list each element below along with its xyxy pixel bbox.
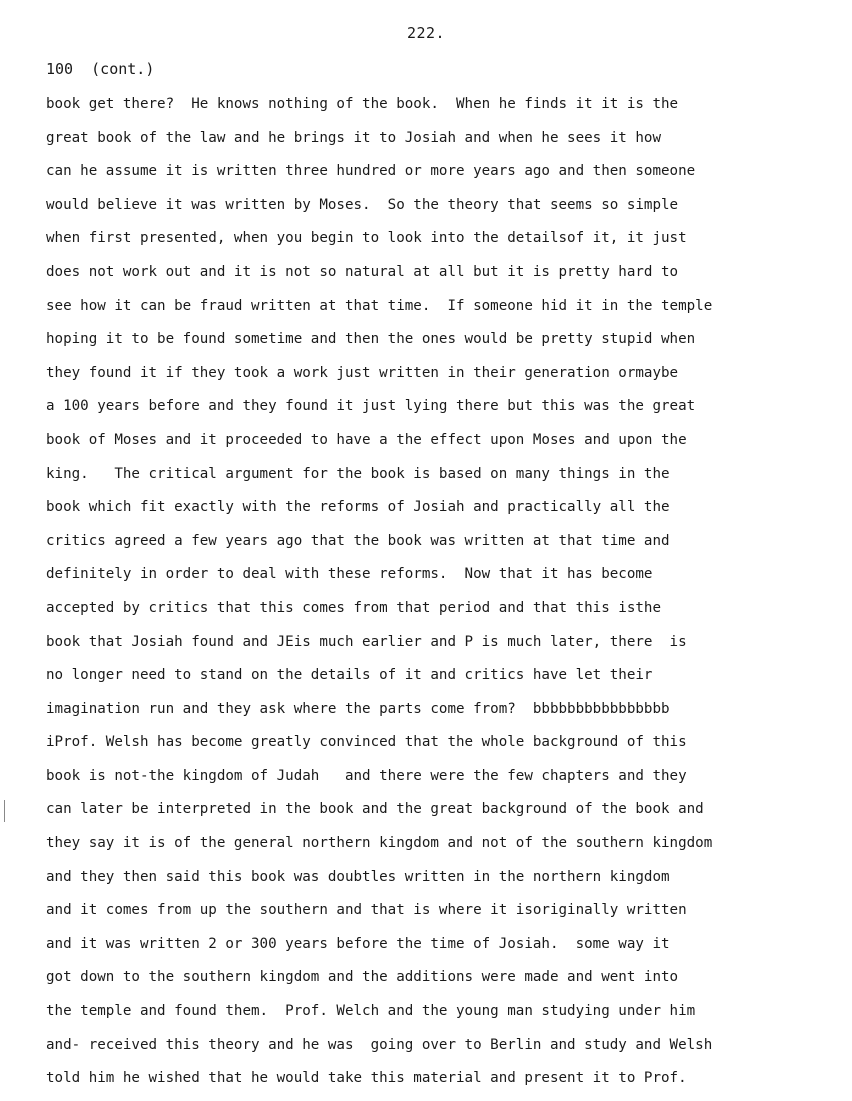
text-line-23: they say it is of the general northern kingdom and not of the southern kingdom (46, 835, 713, 852)
text-line-10: a 100 years before and they found it just lying there but this was the great (46, 398, 696, 415)
text-line-3: can he assume it is written three hundred or more years ago and then someone (46, 163, 696, 180)
text-line-6: does not work out and it is not so natural at all but it is pretty hard to (46, 263, 679, 280)
text-line-21: book is not-the kingdom of Judah and there were the few chapters and they (46, 767, 687, 784)
text-line-17: book that Josiah found and JEis much earlier and P is much later, there is (46, 633, 687, 650)
text-line-16: accepted by critics that this comes from that period and that this isthe (46, 599, 661, 616)
body-text (46, 88, 846, 1096)
text-line-2: great book of the law and he brings it to Josiah and when he sees it how (46, 129, 661, 146)
text-line-24: and they then said this book was doubtles written in the northern kingdom (46, 868, 670, 885)
text-line-1: book get there? He knows nothing of the book. When he finds it it is the (46, 96, 679, 112)
text-line-22: can later be interpreted in the book and the great background of the book and (46, 801, 704, 818)
text-line-5: when first presented, when you begin to look into the detailsof it, it just (46, 230, 687, 247)
text-line-13: book which fit exactly with the reforms of Josiah and practically all the (46, 499, 670, 516)
text-line-30: told him he wished that he would take this material and present it to Prof. (46, 1070, 687, 1087)
section-label: 100 (cont.) (46, 60, 155, 78)
text-line-28: the temple and found them. Prof. Welch and the young man studying under him (46, 1003, 696, 1020)
text-line-7: see how it can be fraud written at that time. If someone hid it in the temple (46, 297, 713, 314)
text-line-26: and it was written 2 or 300 years before the time of Josiah. some way it (46, 935, 670, 952)
text-line-9: they found it if they took a work just written in their generation ormaybe (46, 364, 679, 381)
text-line-11: book of Moses and it proceeded to have a the effect upon Moses and upon the (46, 431, 687, 448)
text-line-20: iProf. Welsh has become greatly convinced that the whole background of this (46, 734, 687, 751)
margin-mark (4, 800, 5, 822)
text-line-4: would believe it was written by Moses. So the theory that seems so simple (46, 196, 679, 213)
text-line-14: critics agreed a few years ago that the book was written at that time and (46, 532, 670, 549)
text-line-27: got down to the southern kingdom and the additions were made and went into (46, 969, 679, 986)
text-line-12: king. The critical argument for the book is based on many things in the (46, 465, 670, 482)
text-line-29: and- received this theory and he was going over to Berlin and study and Welsh (46, 1036, 713, 1053)
text-line-19: imagination run and they ask where the parts come from? bbbbbbbbbbbbbbbb (46, 700, 670, 717)
text-line-15: definitely in order to deal with these reforms. Now that it has become (46, 566, 653, 583)
text-line-8: hoping it to be found sometime and then the ones would be pretty stupid when (46, 331, 696, 348)
text-line-25: and it comes from up the southern and that is where it isoriginally written (46, 902, 687, 919)
text-line-18: no longer need to stand on the details of it and critics have let their (46, 667, 653, 684)
page-number: 222. (406, 24, 446, 42)
